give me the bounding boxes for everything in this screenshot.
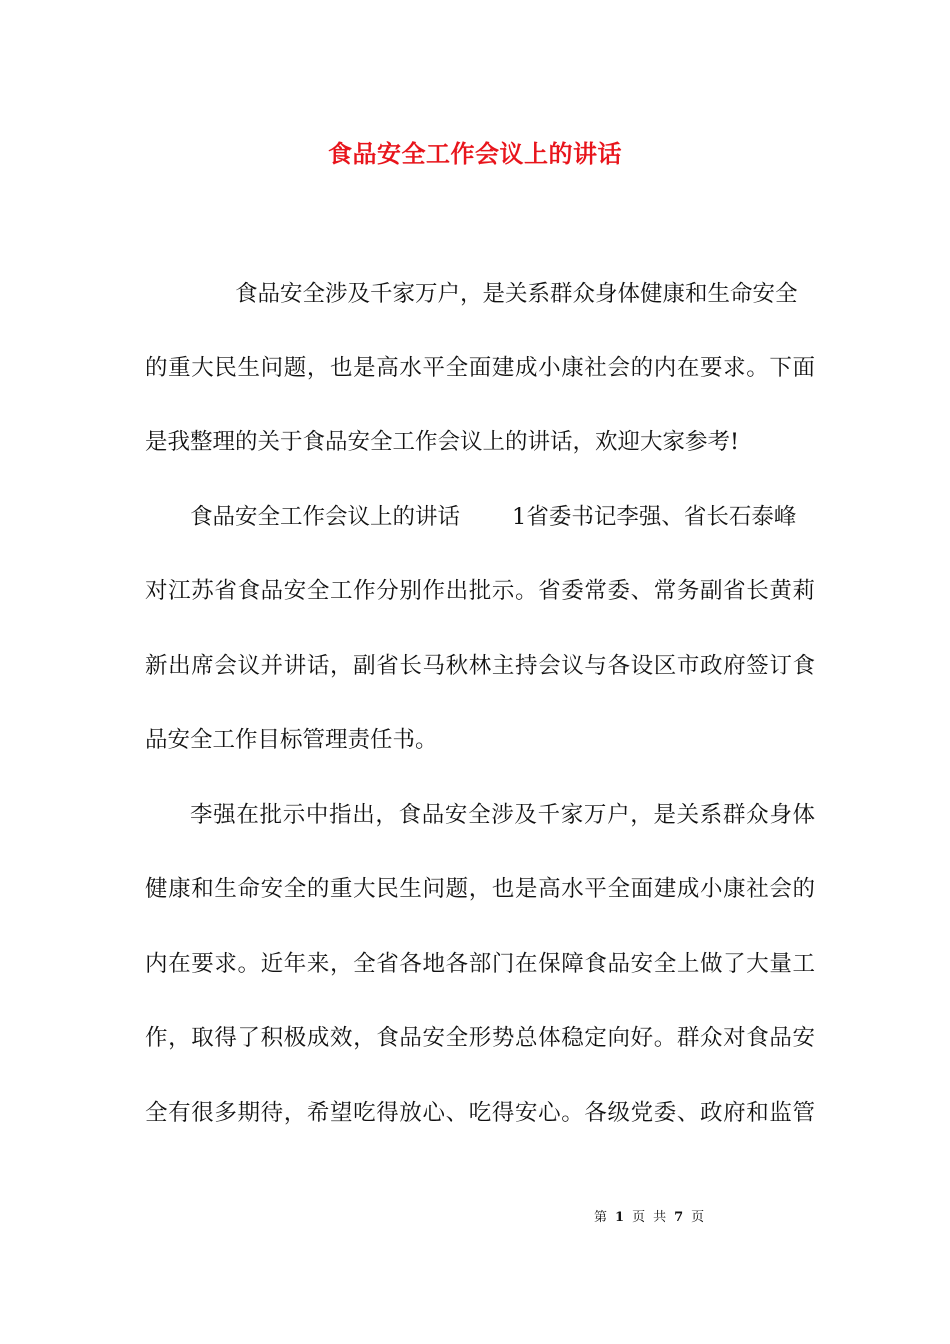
total-page-number: 7 bbox=[674, 1210, 684, 1225]
paragraph-line: 作，取得了积极成效，食品安全形势总体稳定向好。群众对食品安 bbox=[145, 1025, 815, 1051]
paragraph-line: 食品安全工作会议上的讲话 bbox=[190, 504, 461, 530]
paragraph-line: 的重大民生问题，也是高水平全面建成小康社会的内在要求。下面 bbox=[145, 355, 815, 381]
footer-total-label: 共 bbox=[653, 1210, 667, 1225]
paragraph-line: 1省委书记李强、省长石泰峰 bbox=[512, 504, 797, 530]
paragraph-line: 健康和生命安全的重大民生问题，也是高水平全面建成小康社会的 bbox=[145, 876, 815, 902]
paragraph-line: 是我整理的关于食品安全工作会议上的讲话，欢迎大家参考! bbox=[145, 429, 740, 455]
document-title: 食品安全工作会议上的讲话 bbox=[328, 140, 622, 168]
paragraph-line: 对江苏省食品安全工作分别作出批示。省委常委、常务副省长黄莉 bbox=[145, 578, 815, 604]
footer-page-label: 页 bbox=[632, 1210, 646, 1225]
footer-suffix: 页 bbox=[691, 1210, 705, 1225]
paragraph-line: 食品安全涉及千家万户，是关系群众身体健康和生命安全 bbox=[235, 281, 798, 307]
paragraph-line: 品安全工作目标管理责任书。 bbox=[145, 727, 438, 753]
current-page-number: 1 bbox=[615, 1210, 625, 1225]
footer-prefix: 第 bbox=[594, 1210, 608, 1225]
paragraph-line: 李强在批示中指出，食品安全涉及千家万户，是关系群众身体 bbox=[190, 802, 815, 828]
paragraph-line: 新出席会议并讲话，副省长马秋林主持会议与各设区市政府签订食 bbox=[145, 653, 815, 679]
paragraph-line: 内在要求。近年来，全省各地各部门在保障食品安全上做了大量工 bbox=[145, 951, 815, 977]
paragraph-line: 全有很多期待，希望吃得放心、吃得安心。各级党委、政府和监管 bbox=[145, 1100, 815, 1126]
